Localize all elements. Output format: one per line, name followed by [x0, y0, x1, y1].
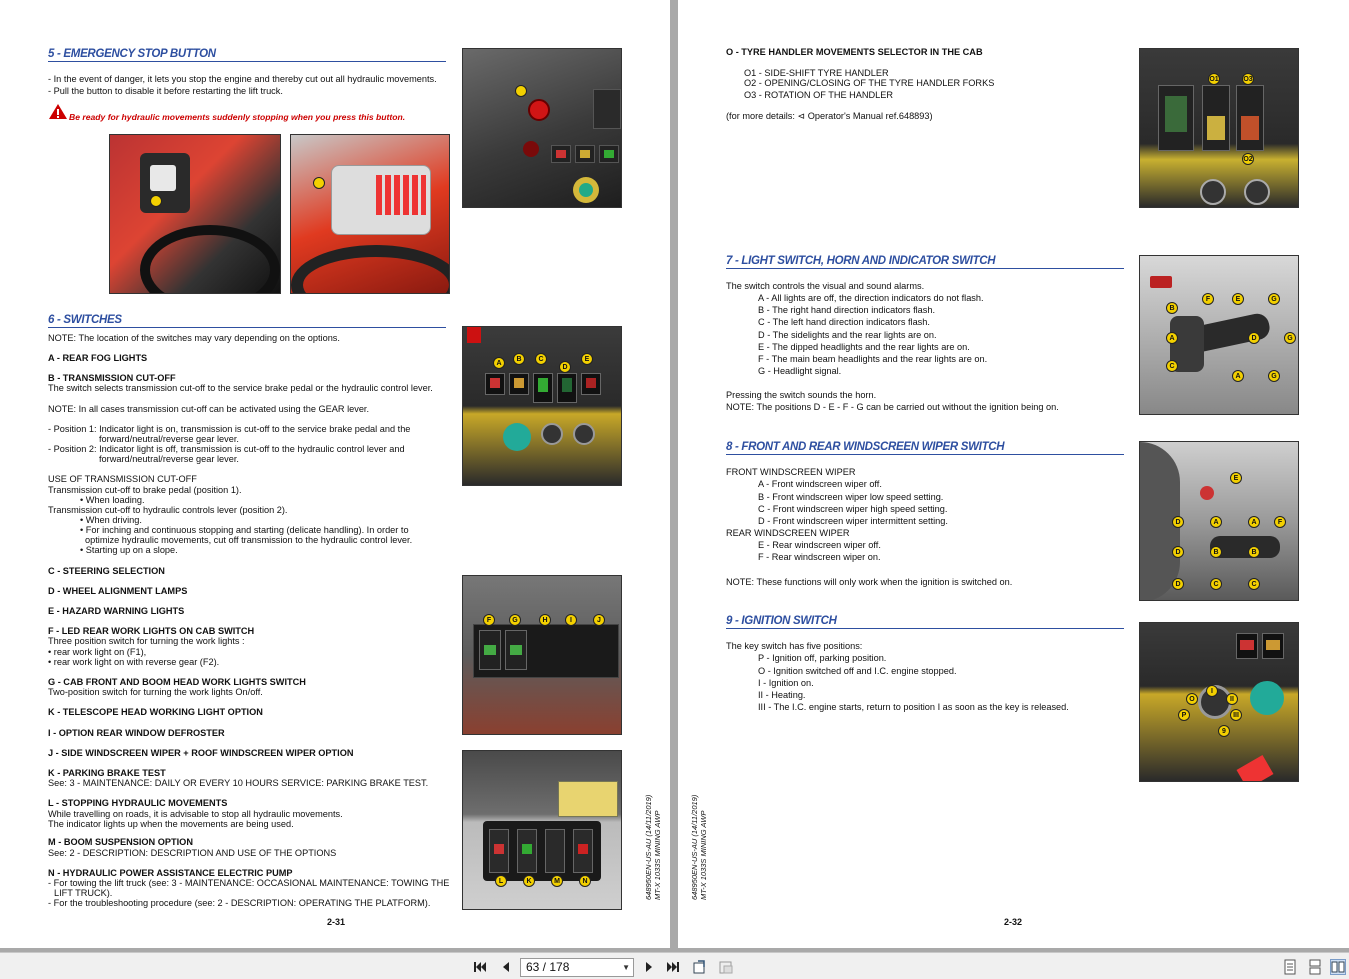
item-k-telescope-title: K - TELESCOPE HEAD WORKING LIGHT OPTION: [48, 707, 263, 717]
item-k-parking-title: K - PARKING BRAKE TEST: [48, 768, 166, 778]
position-1-line-a: - Position 1: Indicator light is on, transmission is cut-off to the service brake pedal and the: [48, 424, 411, 434]
front-wiper-item-d: D - Front windscreen wiper intermittent setting.: [758, 516, 948, 526]
light-switch-item-a: A - All lights are off, the direction indicators do not flash.: [758, 293, 984, 303]
page-number-input[interactable]: [520, 958, 634, 977]
front-wiper-item-c: C - Front windscreen wiper high speed setting.: [758, 504, 948, 514]
two-page-icon[interactable]: [1330, 959, 1346, 975]
item-l-line-1: While travelling on roads, it is advisable to stop all hydraulic movements.: [48, 809, 343, 819]
tyre-handler-o3: O3 - ROTATION OF THE HANDLER: [744, 90, 894, 100]
page-indicator: 63 / 178: [526, 960, 570, 974]
light-switch-item-g: G - Headlight signal.: [758, 366, 842, 376]
item-n-line-2: - For the troubleshooting procedure (see: 2 - DESCRIPTION: OPERATING THE PLATFORM).: [48, 898, 431, 908]
use-line-1b: • When loading.: [80, 495, 145, 505]
item-c-title: C - STEERING SELECTION: [48, 566, 165, 576]
last-page-icon[interactable]: [665, 959, 681, 975]
front-wiper-title: FRONT WINDSCREEN WIPER: [726, 467, 856, 477]
light-switch-horn: Pressing the switch sounds the horn.: [726, 390, 877, 400]
item-f-line-3: • rear work light on with reverse gear (F2).: [48, 657, 220, 667]
item-g-line-1: Two-position switch for turning the work lights On/off.: [48, 687, 263, 697]
use-line-1: Transmission cut-off to brake pedal (position 1).: [48, 485, 242, 495]
item-f-title: F - LED REAR WORK LIGHTS ON CAB SWITCH: [48, 626, 255, 636]
light-switch-item-f: F - The main beam headlights and the rear lights are on.: [758, 354, 988, 364]
chevron-down-icon[interactable]: ▼: [622, 963, 630, 972]
item-f-line-1: Three position switch for turning the work lights :: [48, 636, 245, 646]
rear-wiper-title: REAR WINDSCREEN WIPER: [726, 528, 850, 538]
position-2-line-a: - Position 2: Indicator light is off, transmission is cut-off to the hydraulic control lever and: [48, 444, 405, 454]
section-heading-ignition-switch: 9 - IGNITION SWITCH: [726, 615, 1124, 629]
lift-truck-photo-1: [109, 134, 281, 294]
section-heading-switches: 6 - SWITCHES: [48, 314, 446, 328]
ignition-switch-photo: O I II P III 9: [1139, 622, 1299, 782]
item-b-title: B - TRANSMISSION CUT-OFF: [48, 373, 176, 383]
item-m-line-1: See: 2 - DESCRIPTION: DESCRIPTION AND USE OF THE OPTIONS: [48, 848, 337, 858]
ignition-item-iii: III - The I.C. engine starts, return to position I as soon as the key is released.: [758, 702, 1069, 712]
fit-icon[interactable]: [718, 959, 734, 975]
use-line-2: Transmission cut-off to hydraulic controls lever (position 2).: [48, 505, 288, 515]
item-j-title: J - SIDE WINDSCREEN WIPER + ROOF WINDSCREEN WIPER OPTION: [48, 748, 354, 758]
switches-photo: A B C D E: [462, 326, 622, 486]
item-f-line-2: • rear work light on (F1),: [48, 647, 147, 657]
tyre-handler-details: (for more details: ⊲ Operator's Manual ref.648893): [726, 111, 933, 121]
position-1-line-b: forward/neutral/reverse gear lever.: [99, 434, 239, 444]
wiper-switch-photo: E D A A F D B B D C C: [1139, 441, 1299, 601]
first-page-icon[interactable]: [472, 959, 488, 975]
rotate-icon[interactable]: [692, 959, 708, 975]
light-switch-item-d: D - The sidelights and the rear lights are on.: [758, 330, 937, 340]
work-lights-switches-photo: F G H I J: [462, 575, 622, 735]
emergency-stop-line-2: - Pull the button to disable it before restarting the lift truck.: [48, 86, 283, 96]
warning-text: Be ready for hydraulic movements suddenly stopping when you press this button.: [69, 112, 406, 122]
wiper-note: NOTE: These functions will only work when the ignition is switched on.: [726, 577, 1013, 587]
ignition-item-p: P - Ignition off, parking position.: [758, 653, 887, 663]
item-m-title: M - BOOM SUSPENSION OPTION: [48, 837, 193, 847]
warning-triangle-icon: [48, 103, 68, 120]
use-line-2c: • For inching and continuous stopping and starting (delicate handling). In order to: [80, 525, 409, 535]
right-page-number: 2-32: [1004, 917, 1023, 927]
switches-note: NOTE: The location of the switches may vary depending on the options.: [48, 333, 340, 343]
use-line-2b: • When driving.: [80, 515, 142, 525]
right-document-reference: 648950EN-US-AU (14/11/2019) MT-X 1033S MINING AWP: [690, 794, 708, 900]
section-heading-emergency-stop: 5 - EMERGENCY STOP BUTTON: [48, 48, 446, 62]
tyre-handler-o1: O1 - SIDE-SHIFT TYRE HANDLER: [744, 68, 889, 78]
item-e-title: E - HAZARD WARNING LIGHTS: [48, 606, 185, 616]
ignition-intro: The key switch has five positions:: [726, 641, 863, 651]
emergency-stop-line-1: - In the event of danger, it lets you stop the engine and thereby cut out all hydraulic movements.: [48, 74, 437, 84]
light-switch-item-c: C - The left hand direction indicators flash.: [758, 317, 930, 327]
viewer-toolbar: [0, 952, 1349, 979]
rear-wiper-item-f: F - Rear windscreen wiper on.: [758, 552, 881, 562]
continuous-icon[interactable]: [1307, 959, 1323, 975]
section-heading-light-switch: 7 - LIGHT SWITCH, HORN AND INDICATOR SWITCH: [726, 255, 1124, 269]
item-l-title: L - STOPPING HYDRAULIC MOVEMENTS: [48, 798, 228, 808]
item-g-title: G - CAB FRONT AND BOOM HEAD WORK LIGHTS SWITCH: [48, 677, 306, 687]
front-wiper-item-a: A - Front windscreen wiper off.: [758, 479, 882, 489]
light-switch-intro: The switch controls the visual and sound alarms.: [726, 281, 925, 291]
ignition-item-ii: II - Heating.: [758, 690, 806, 700]
item-n-line-1b: LIFT TRUCK).: [54, 888, 113, 898]
use-title: USE OF TRANSMISSION CUT-OFF: [48, 474, 197, 484]
lift-truck-photo-2: [290, 134, 450, 294]
item-d-title: D - WHEEL ALIGNMENT LAMPS: [48, 586, 188, 596]
left-page-number: 2-31: [327, 917, 346, 927]
front-wiper-item-b: B - Front windscreen wiper low speed setting.: [758, 492, 944, 502]
prev-page-icon[interactable]: [498, 959, 514, 975]
emergency-stop-photo: [462, 48, 622, 208]
ignition-item-o: O - Ignition switched off and I.C. engine stopped.: [758, 666, 957, 676]
item-n-line-1: - For towing the lift truck (see: 3 - MAINTENANCE: OCCASIONAL MAINTENANCE: TOWING THE: [48, 878, 450, 888]
item-a-title: A - REAR FOG LIGHTS: [48, 353, 148, 363]
rear-wiper-item-e: E - Rear windscreen wiper off.: [758, 540, 881, 550]
light-switch-photo: B A C F E G D G A G: [1139, 255, 1299, 415]
light-switch-item-b: B - The right hand direction indicators flash.: [758, 305, 936, 315]
left-document-reference: 648950EN-US-AU (14/11/2019) MT-X 1033S MINING AWP: [644, 794, 662, 900]
use-line-2e: • Starting up on a slope.: [80, 545, 178, 555]
page-2-31: [0, 0, 670, 948]
item-b-note: NOTE: In all cases transmission cut-off can be activated using the GEAR lever.: [48, 404, 370, 414]
position-2-line-b: forward/neutral/reverse gear lever.: [99, 454, 239, 464]
tyre-handler-o2: O2 - OPENING/CLOSING OF THE TYRE HANDLER FORKS: [744, 78, 995, 88]
next-page-icon[interactable]: [641, 959, 657, 975]
light-switch-note: NOTE: The positions D - E - F - G can be carried out without the ignition being on.: [726, 402, 1059, 412]
light-switch-item-e: E - The dipped headlights and the rear lights are on.: [758, 342, 970, 352]
ignition-item-i: I - Ignition on.: [758, 678, 814, 688]
use-line-2d: optimize hydraulic movements, cut off transmission to the hydraulic control lever.: [85, 535, 413, 545]
item-l-line-2: The indicator lights up when the movements are being used.: [48, 819, 294, 829]
item-k-parking-text: See: 3 - MAINTENANCE: DAILY OR EVERY 10 HOURS SERVICE: PARKING BRAKE TEST.: [48, 778, 429, 788]
page-2-32: [678, 0, 1349, 948]
section-heading-wiper-switch: 8 - FRONT AND REAR WINDSCREEN WIPER SWITCH: [726, 441, 1124, 455]
item-i-title: I - OPTION REAR WINDOW DEFROSTER: [48, 728, 225, 738]
single-page-icon[interactable]: [1282, 959, 1298, 975]
tyre-handler-title: O - TYRE HANDLER MOVEMENTS SELECTOR IN THE CAB: [726, 47, 983, 57]
hydraulic-switches-photo: L K M N: [462, 750, 622, 910]
tyre-handler-selector-photo: O1 O3 O2: [1139, 48, 1299, 208]
item-n-title: N - HYDRAULIC POWER ASSISTANCE ELECTRIC PUMP: [48, 868, 293, 878]
item-b-text: The switch selects transmission cut-off to the service brake pedal or the hydraulic control lever.: [48, 383, 433, 393]
